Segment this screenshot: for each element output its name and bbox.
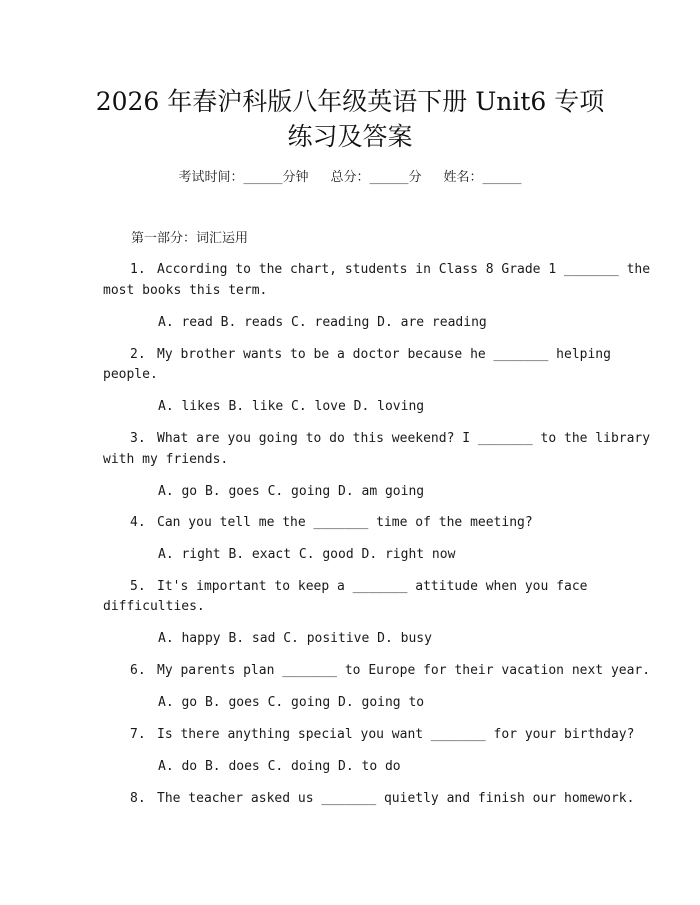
question-2-continuation: people. — [103, 367, 158, 382]
question-7 — [130, 726, 634, 744]
question-number: 3. — [130, 431, 146, 446]
question-text: According to the chart, students in Class 8 Grade 1 _______ the — [157, 262, 651, 277]
question-text: The teacher asked us _______ quietly and finish our homework. — [157, 791, 635, 806]
question-number: 6. — [130, 663, 146, 678]
exam-meta — [0, 169, 700, 187]
question-8 — [130, 790, 634, 808]
page-title-line-1: 2026 年春沪科版八年级英语下册 Unit6 专项 — [95, 87, 605, 116]
exam-time: 考试时间：______分钟 — [178, 170, 309, 185]
question-4 — [130, 514, 533, 532]
question-5-options: A. happy B. sad C. positive D. busy — [158, 631, 432, 646]
page-title-line-2: 练习及答案 — [287, 122, 413, 151]
question-1 — [130, 261, 650, 279]
exam-score: 总分：______分 — [330, 170, 422, 185]
section-title: 第一部分：词汇运用 — [131, 231, 249, 246]
question-text: Can you tell me the _______ time of the meeting? — [157, 515, 533, 530]
question-number: 7. — [130, 727, 146, 742]
question-number: 8. — [130, 791, 146, 806]
question-text: My parents plan _______ to Europe for their vacation next year. — [157, 663, 651, 678]
question-text: What are you going to do this weekend? I _______ to the library — [157, 431, 651, 446]
question-number: 4. — [130, 515, 146, 530]
question-3 — [130, 430, 650, 448]
question-text: It's important to keep a _______ attitude when you face — [157, 579, 588, 594]
question-2-options: A. likes B. like C. love D. loving — [158, 399, 425, 414]
question-6 — [130, 662, 650, 680]
question-2 — [130, 346, 611, 364]
question-text: My brother wants to be a doctor because he _______ helping — [157, 347, 611, 362]
question-6-options: A. go B. goes C. going D. going to — [158, 695, 425, 710]
question-number: 2. — [130, 347, 146, 362]
question-5 — [130, 578, 587, 596]
question-number: 1. — [130, 262, 146, 277]
question-1-continuation: most books this term. — [103, 283, 268, 298]
exam-name: 姓名：______ — [443, 170, 522, 185]
question-1-options: A. read B. reads C. reading D. are reading — [158, 315, 487, 330]
question-3-continuation: with my friends. — [103, 452, 229, 467]
question-text: Is there anything special you want _______ for your birthday? — [157, 727, 635, 742]
question-4-options: A. right B. exact C. good D. right now — [158, 547, 456, 562]
question-7-options: A. do B. does C. doing D. to do — [158, 759, 401, 774]
question-number: 5. — [130, 579, 146, 594]
question-5-continuation: difficulties. — [103, 599, 205, 614]
question-3-options: A. go B. goes C. going D. am going — [158, 484, 425, 499]
